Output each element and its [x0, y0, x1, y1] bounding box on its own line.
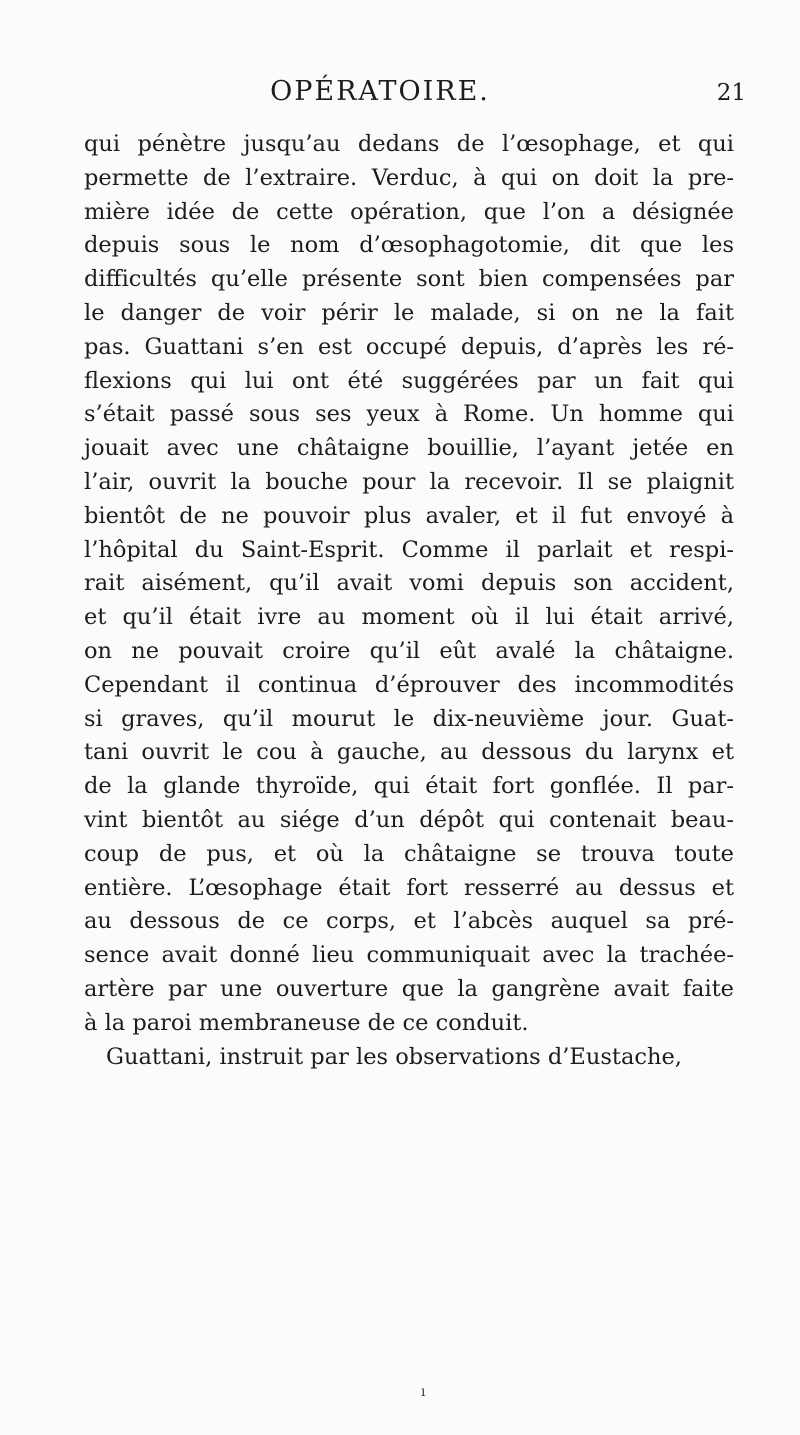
text-line: si graves, qu’il mourut le dix-neuvième jour. Guat- — [84, 705, 734, 732]
text-line: vint bientôt au siége d’un dépôt qui contenait beau- — [84, 806, 734, 833]
footer-mark: ı — [421, 1384, 426, 1400]
page-number: 21 — [716, 80, 746, 106]
text-line: de la glande thyroïde, qui était fort gonflée. Il par- — [84, 773, 734, 800]
text-line: le danger de voir périr le malade, si on ne la fait — [84, 299, 734, 326]
text-line: pas. Guattani s’en est occupé depuis, d’après les ré- — [84, 333, 734, 360]
text-line: coup de pus, et où la châtaigne se trouva toute — [84, 840, 734, 867]
text-line: au dessous de ce corps, et l’abcès auquel sa pré- — [84, 908, 734, 935]
text-line: jouait avec une châtaigne bouillie, l’ayant jetée en — [84, 435, 734, 462]
text-line: tani ouvrit le cou à gauche, au dessous du larynx et — [84, 739, 734, 766]
text-line: mière idée de cette opération, que l’on a désignée — [84, 198, 734, 225]
running-title: OPÉRATOIRE. — [270, 76, 490, 107]
text-line: difficultés qu’elle présente sont bien compensées par — [84, 266, 734, 293]
text-line: artère par une ouverture que la gangrène avait faite — [84, 975, 734, 1002]
text-line: qui pénètre jusqu’au dedans de l’œsophage, et qui — [84, 131, 734, 157]
text-line: sence avait donné lieu communiquait avec la trachée- — [84, 942, 734, 969]
text-line: Cependant il continua d’éprouver des incommodités — [84, 671, 734, 698]
text-line: on ne pouvait croire qu’il eût avalé la châtaigne. — [84, 637, 734, 664]
text-line: entière. L’œsophage était fort resserré au dessus et — [84, 874, 734, 901]
body-text — [84, 128, 734, 1074]
text-line: rait aisément, qu’il avait vomi depuis son accident, — [84, 570, 734, 597]
text-line: s’était passé sous ses yeux à Rome. Un homme qui — [84, 401, 734, 428]
text-line: l’air, ouvrit la bouche pour la recevoir. Il se plaignit — [84, 468, 734, 495]
text-line: flexions qui lui ont été suggérées par un fait qui — [84, 367, 734, 394]
text-line: permette de l’extraire. Verduc, à qui on doit la pre- — [84, 164, 734, 191]
text-line: à la paroi membraneuse de ce conduit. — [84, 1009, 529, 1036]
text-line: et qu’il était ivre au moment où il lui était arrivé, — [84, 604, 734, 631]
text-line: depuis sous le nom d’œsophagotomie, dit que les — [84, 232, 734, 259]
page-header — [0, 76, 800, 116]
text-line: bientôt de ne pouvoir plus avaler, et il fut envoyé à — [84, 502, 734, 529]
text-line: l’hôpital du Saint-Esprit. Comme il parlait et respi- — [84, 536, 734, 563]
text-line: Guattani, instruit par les observations d’Eustache, — [106, 1043, 682, 1070]
